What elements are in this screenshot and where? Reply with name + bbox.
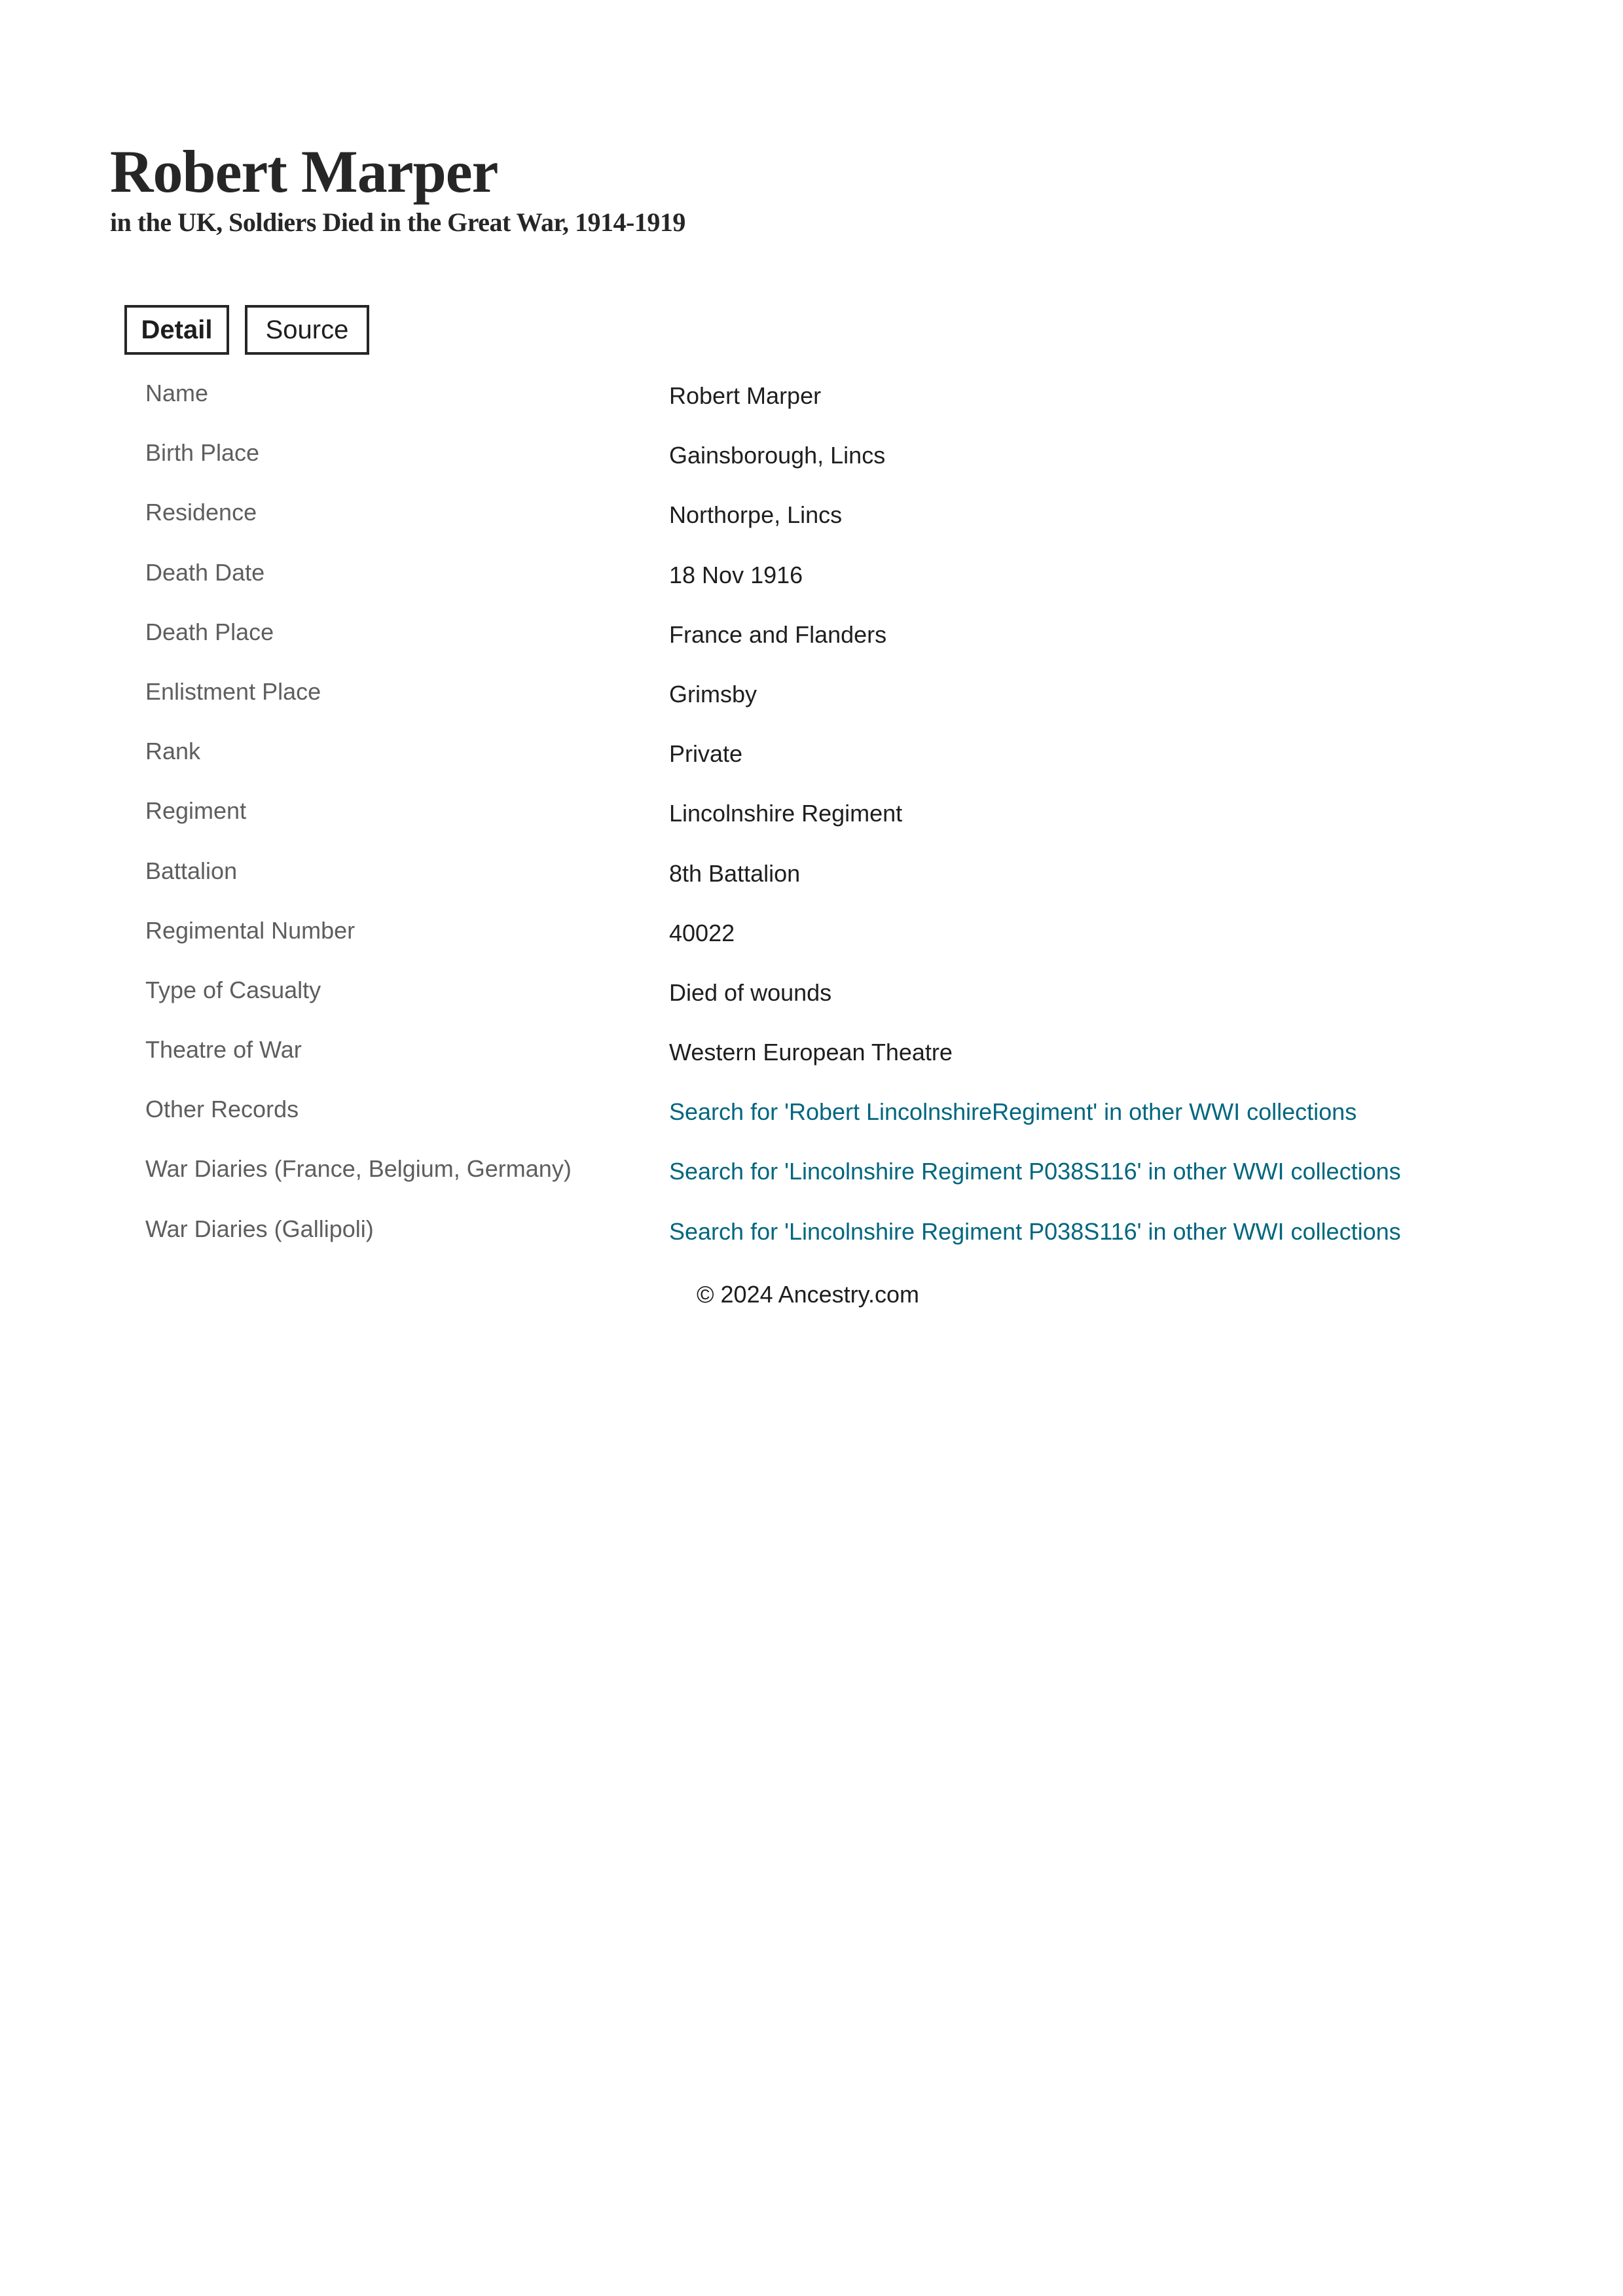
record-header xyxy=(110,139,685,237)
field-value: Northorpe, Lincs xyxy=(669,501,843,529)
copyright-footer: © 2024 Ancestry.com xyxy=(697,1281,920,1308)
record-row-rank xyxy=(145,736,1520,796)
field-value: Lincolnshire Regiment xyxy=(669,800,903,827)
record-details-table xyxy=(145,378,1520,1274)
record-row-birth-place xyxy=(145,438,1520,497)
collection-subtitle: in the UK, Soldiers Died in the Great War, 1914-1919 xyxy=(110,207,685,237)
record-row-war-diaries-france xyxy=(145,1154,1520,1213)
war-diaries-gallipoli-search-link[interactable]: Search for 'Lincolnshire Regiment P038S116' in other WWI collections xyxy=(669,1217,1401,1245)
record-row-type-of-casualty xyxy=(145,975,1520,1035)
record-row-death-place xyxy=(145,617,1520,677)
record-row-regiment xyxy=(145,796,1520,855)
field-label: Type of Casualty xyxy=(145,976,321,1003)
field-value: Gainsborough, Lincs xyxy=(669,442,886,469)
field-label: Rank xyxy=(145,738,201,765)
field-value: 8th Battalion xyxy=(669,859,801,887)
record-row-war-diaries-gallipoli xyxy=(145,1214,1520,1274)
field-value: France and Flanders xyxy=(669,620,887,648)
field-value: 18 Nov 1916 xyxy=(669,561,803,588)
field-value: 40022 xyxy=(669,919,735,946)
field-label: Regimental Number xyxy=(145,916,356,944)
record-row-other-records xyxy=(145,1094,1520,1154)
record-row-enlistment-place xyxy=(145,677,1520,736)
tab-source[interactable]: Source xyxy=(245,305,369,355)
field-value: Robert Marper xyxy=(669,382,822,409)
record-row-battalion xyxy=(145,856,1520,916)
field-label: Enlistment Place xyxy=(145,677,321,705)
field-label: Residence xyxy=(145,499,257,526)
field-label: Death Place xyxy=(145,618,274,645)
record-row-death-date xyxy=(145,558,1520,617)
record-row-name xyxy=(145,378,1520,438)
field-label: Birth Place xyxy=(145,439,260,467)
field-value: Western European Theatre xyxy=(669,1039,953,1066)
page-title: Robert Marper xyxy=(110,138,498,205)
field-label: Theatre of War xyxy=(145,1036,302,1064)
field-label: Name xyxy=(145,380,209,406)
tab-detail[interactable]: Detail xyxy=(124,305,229,355)
war-diaries-france-search-link[interactable]: Search for 'Lincolnshire Regiment P038S116' in other WWI collections xyxy=(669,1158,1401,1185)
other-records-search-link[interactable]: Search for 'Robert LincolnshireRegiment' in other WWI collections xyxy=(669,1098,1357,1126)
field-label: War Diaries (Gallipoli) xyxy=(145,1215,374,1242)
record-tabs xyxy=(124,305,369,355)
field-label: Regiment xyxy=(145,797,247,825)
field-value: Grimsby xyxy=(669,680,757,708)
record-row-regimental-number xyxy=(145,916,1520,975)
record-row-residence xyxy=(145,497,1520,557)
field-value: Private xyxy=(669,740,743,768)
field-label: Other Records xyxy=(145,1096,299,1123)
field-label: Battalion xyxy=(145,857,238,884)
record-row-theatre-of-war xyxy=(145,1035,1520,1094)
field-value: Died of wounds xyxy=(669,978,832,1006)
field-label: Death Date xyxy=(145,558,265,586)
field-label: War Diaries (France, Belgium, Germany) xyxy=(145,1155,572,1183)
